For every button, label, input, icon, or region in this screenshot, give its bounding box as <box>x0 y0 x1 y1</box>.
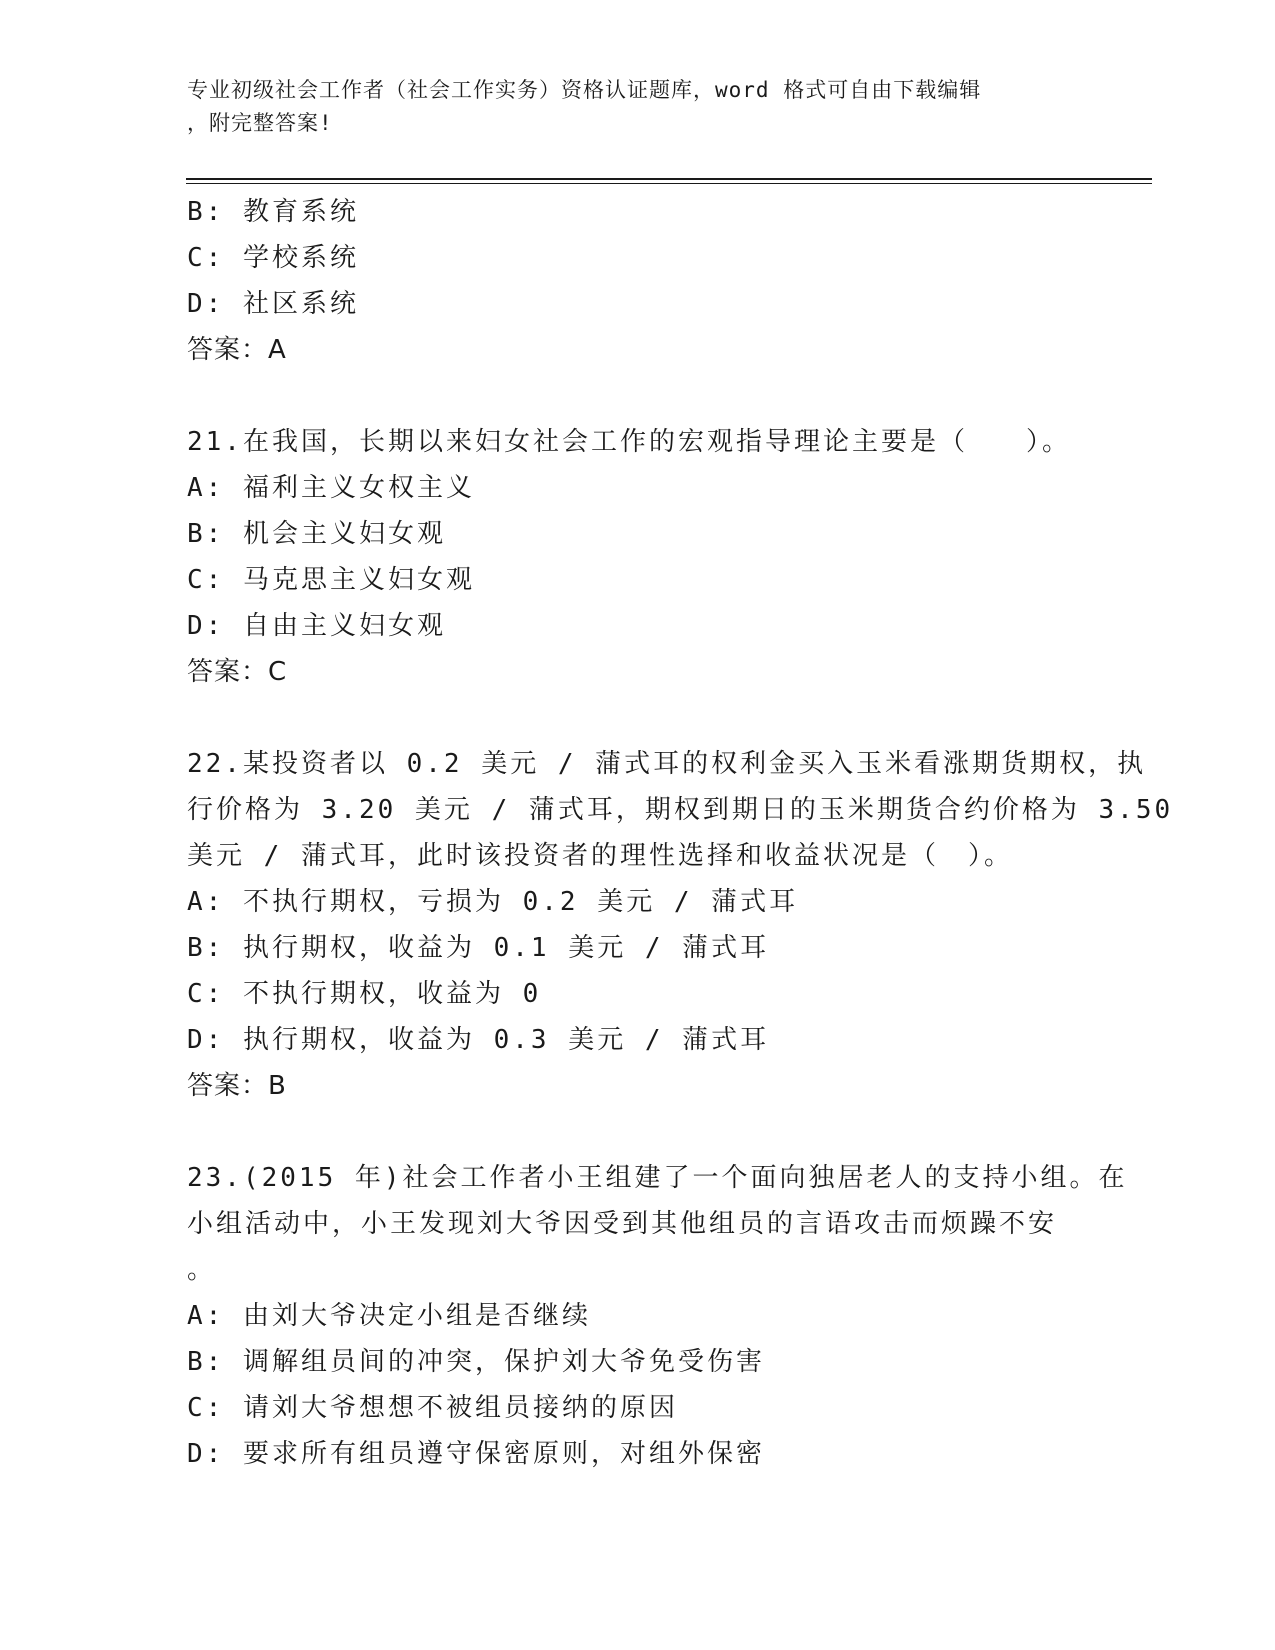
answer-label: 答案：B <box>187 1071 287 1101</box>
option-d: D: 执行期权，收益为 0.3 美元 / 蒲式耳 <box>187 1025 770 1055</box>
spacer <box>187 373 1087 419</box>
answer-label: 答案：A <box>187 335 287 365</box>
header-line: ，附完整答案! <box>187 111 333 135</box>
option-d: D: 自由主义妇女观 <box>187 611 446 641</box>
option-a: A: 由刘大爷决定小组是否继续 <box>187 1301 591 1331</box>
document-header <box>187 74 1087 140</box>
option-d: D: 要求所有组员遵守保密原则，对组外保密 <box>187 1439 765 1469</box>
question-stem: 行价格为 3.20 美元 / 蒲式耳，期权到期日的玉米期货合约价格为 3.50 <box>187 795 1174 825</box>
question-block-previous <box>187 189 1087 373</box>
answer-label: 答案：C <box>187 657 288 687</box>
question-stem: 21.在我国，长期以来妇女社会工作的宏观指导理论主要是（ ）。 <box>187 427 1071 457</box>
option-b: B: 教育系统 <box>187 197 359 227</box>
header-divider-thick <box>186 178 1152 180</box>
spacer <box>187 695 1087 741</box>
question-22 <box>187 741 1174 1109</box>
option-c: C: 不执行期权，收益为 0 <box>187 979 542 1009</box>
question-stem: 美元 / 蒲式耳，此时该投资者的理性选择和收益状况是（ ）。 <box>187 841 1013 871</box>
option-b: B: 执行期权，收益为 0.1 美元 / 蒲式耳 <box>187 933 770 963</box>
question-stem: 小组活动中，小王发现刘大爷因受到其他组员的言语攻击而烦躁不安 <box>187 1209 1058 1239</box>
question-stem: 22.某投资者以 0.2 美元 / 蒲式耳的权利金买入玉米看涨期货期权，执 <box>187 749 1147 779</box>
option-b: B: 调解组员间的冲突，保护刘大爷免受伤害 <box>187 1347 765 1377</box>
option-a: A: 不执行期权，亏损为 0.2 美元 / 蒲式耳 <box>187 887 799 917</box>
question-stem: 。 <box>187 1255 217 1285</box>
option-c: C: 马克思主义妇女观 <box>187 565 475 595</box>
option-b: B: 机会主义妇女观 <box>187 519 446 549</box>
spacer <box>187 1109 1087 1155</box>
header-divider-thin <box>186 183 1152 184</box>
option-c: C: 学校系统 <box>187 243 359 273</box>
question-21 <box>187 419 1087 695</box>
option-c: C: 请刘大爷想想不被组员接纳的原因 <box>187 1393 678 1423</box>
question-stem: 23.(2015 年)社会工作者小王组建了一个面向独居老人的支持小组。在 <box>187 1163 1128 1193</box>
option-d: D: 社区系统 <box>187 289 359 319</box>
question-list <box>187 189 1174 1477</box>
question-23 <box>187 1155 1128 1477</box>
header-line: 专业初级社会工作者（社会工作实务）资格认证题库，word 格式可自由下载编辑 <box>187 78 982 102</box>
option-a: A: 福利主义女权主义 <box>187 473 475 503</box>
